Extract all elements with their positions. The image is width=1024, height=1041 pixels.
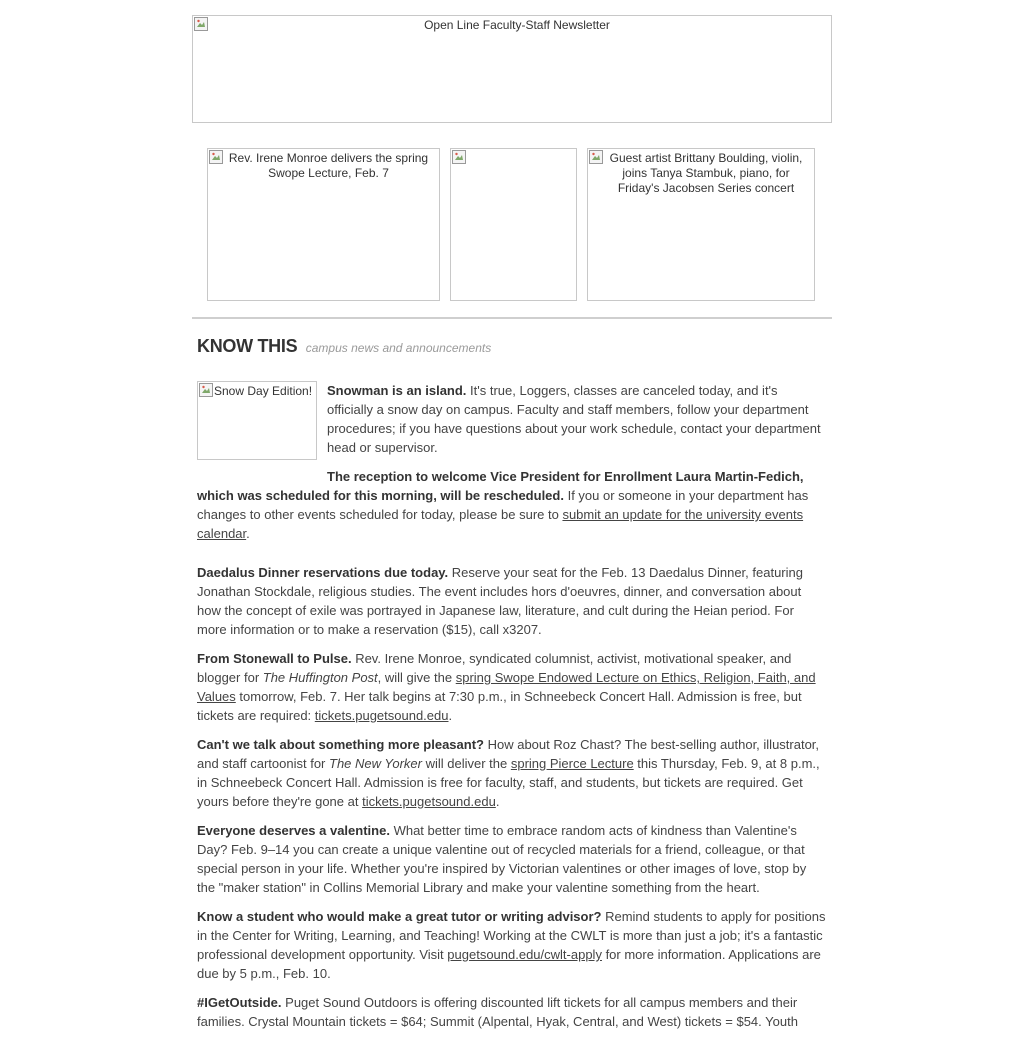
news-item-body: It's true, Loggers, classes are canceled today, and it's officially a snow day on campus. Faculty and staff members, follow your department procedures; if you have questions about your work schedule, contact your department head or supervisor. <box>327 383 821 455</box>
tickets-link[interactable]: tickets.pugetsound.edu <box>362 794 496 809</box>
news-item-body: will deliver the <box>421 756 511 771</box>
banner-alt-text: Open Line Faculty-Staff Newsletter <box>424 18 610 32</box>
broken-image-icon <box>199 383 213 397</box>
news-item-lead: Everyone deserves a valentine. <box>197 823 390 838</box>
news-item-stonewall <box>197 649 827 725</box>
swope-lecture-link[interactable]: spring Swope Endowed Lecture on Ethics, Religion, Faith, and Values <box>197 670 816 704</box>
section-divider <box>192 317 832 319</box>
news-item-lead: From Stonewall to Pulse. <box>197 651 352 666</box>
featured-image-blank[interactable] <box>450 148 577 301</box>
broken-image-icon <box>589 150 603 164</box>
news-item-lead: Snowman is an island. <box>327 383 467 398</box>
snow-day-image[interactable] <box>197 381 317 460</box>
tickets-link[interactable]: tickets.pugetsound.edu <box>314 708 449 723</box>
section-subtitle: campus news and announcements <box>305 341 492 355</box>
news-item-body: tomorrow, Feb. 7. Her talk begins at 7:30 p.m., in Schneebeck Concert Hall. Admission is free, but tickets are required: <box>197 689 802 723</box>
news-item-body: Puget Sound Outdoors is offering discounted lift tickets for all campus members and their families. Crystal Mountain tickets = $64; Summit (Alpental, Hyak, Central, and West) tickets = $54. Youth <box>197 995 798 1029</box>
cwlt-apply-link[interactable]: pugetsound.edu/cwlt-apply <box>447 947 602 962</box>
section-header <box>197 336 491 357</box>
featured-image-monroe[interactable] <box>207 148 440 301</box>
news-item-body: for more information. Applications are due by 5 p.m., Feb. 10. <box>197 947 821 981</box>
news-item-valentine <box>197 821 827 897</box>
news-item-lead: Daedalus Dinner reservations due today. <box>197 565 449 580</box>
news-item-tutor <box>197 907 827 983</box>
news-item-body: What better time to embrace random acts of kindness than Valentine's Day? Feb. 9–14 you can create a unique valentine out of recycled materials for a friend, colleague, or that special person in your life. Whether you're inspired by Victorian valentines or other images of love, stop by the "maker station" in Collins Memorial Library and make your valentine something from the heart. <box>197 823 807 895</box>
news-item-lead: The reception to welcome Vice President for Enrollment Laura Martin-Fedich, which was scheduled for this morning, will be rescheduled. <box>197 469 804 503</box>
news-item-lead: Know a student who would make a great tutor or writing advisor? <box>197 909 602 924</box>
publication-name: The New Yorker <box>329 756 422 771</box>
news-item-daedalus <box>197 563 827 639</box>
news-content <box>197 381 827 1041</box>
news-item-body: How about Roz Chast? The best-selling author, illustrator, and staff cartoonist for <box>197 737 820 771</box>
broken-image-icon <box>209 150 223 164</box>
news-item-reception <box>197 467 827 543</box>
news-item-end: . <box>246 526 250 541</box>
news-item-body: this Thursday, Feb. 9, at 8 p.m., in Schneebeck Concert Hall. Admission is free for faculty, staff, and students, but tickets are required. Get yours before they're gone at <box>197 756 820 809</box>
broken-image-icon <box>194 17 208 31</box>
news-item-body: , will give the <box>377 670 456 685</box>
news-item-body: Rev. Irene Monroe, syndicated columnist, activist, motivational speaker, and blogger for <box>197 651 792 685</box>
publication-name: The Huffington Post <box>262 670 378 685</box>
snow-day-alt-text: Snow Day Edition! <box>214 384 313 398</box>
news-item-lead: Can't we talk about something more pleasant? <box>197 737 484 752</box>
news-item-lead: #IGetOutside. <box>197 995 282 1010</box>
featured-alt-text <box>451 149 576 151</box>
news-item-outside <box>197 993 827 1031</box>
featured-alt-text: Rev. Irene Monroe delivers the spring Swope Lecture, Feb. 7 <box>228 151 429 180</box>
news-item-body: Remind students to apply for positions in the Center for Writing, Learning, and Teaching! Working at the CWLT is more than just a job; it's a fantastic professional development opportunity. Visit <box>197 909 826 962</box>
news-item-end: . <box>495 794 500 809</box>
news-item-chast <box>197 735 827 811</box>
news-item-end: . <box>448 708 453 723</box>
pierce-lecture-link[interactable]: spring Pierce Lecture <box>510 756 634 771</box>
newsletter-banner-image[interactable] <box>192 15 832 123</box>
news-item-body: If you or someone in your department has changes to other events scheduled for today, please be sure to <box>197 488 809 522</box>
featured-image-boulding[interactable] <box>587 148 815 301</box>
events-calendar-link[interactable]: submit an update for the university events calendar <box>197 507 804 541</box>
featured-alt-text: Guest artist Brittany Boulding, violin, joins Tanya Stambuk, piano, for Friday's Jacobsen Series concert <box>609 151 803 195</box>
broken-image-icon <box>452 150 466 164</box>
news-item-body: Reserve your seat for the Feb. 13 Daedalus Dinner, featuring Jonathan Stockdale, religious studies. The event includes hors d'oeuvres, dinner, and conversation about how the concept of exile was portrayed in Japanese law, literature, and cult during the Heian period. For more information or to make a reservation ($15), call x3207. <box>197 565 803 637</box>
section-title: KNOW THIS <box>197 336 298 356</box>
